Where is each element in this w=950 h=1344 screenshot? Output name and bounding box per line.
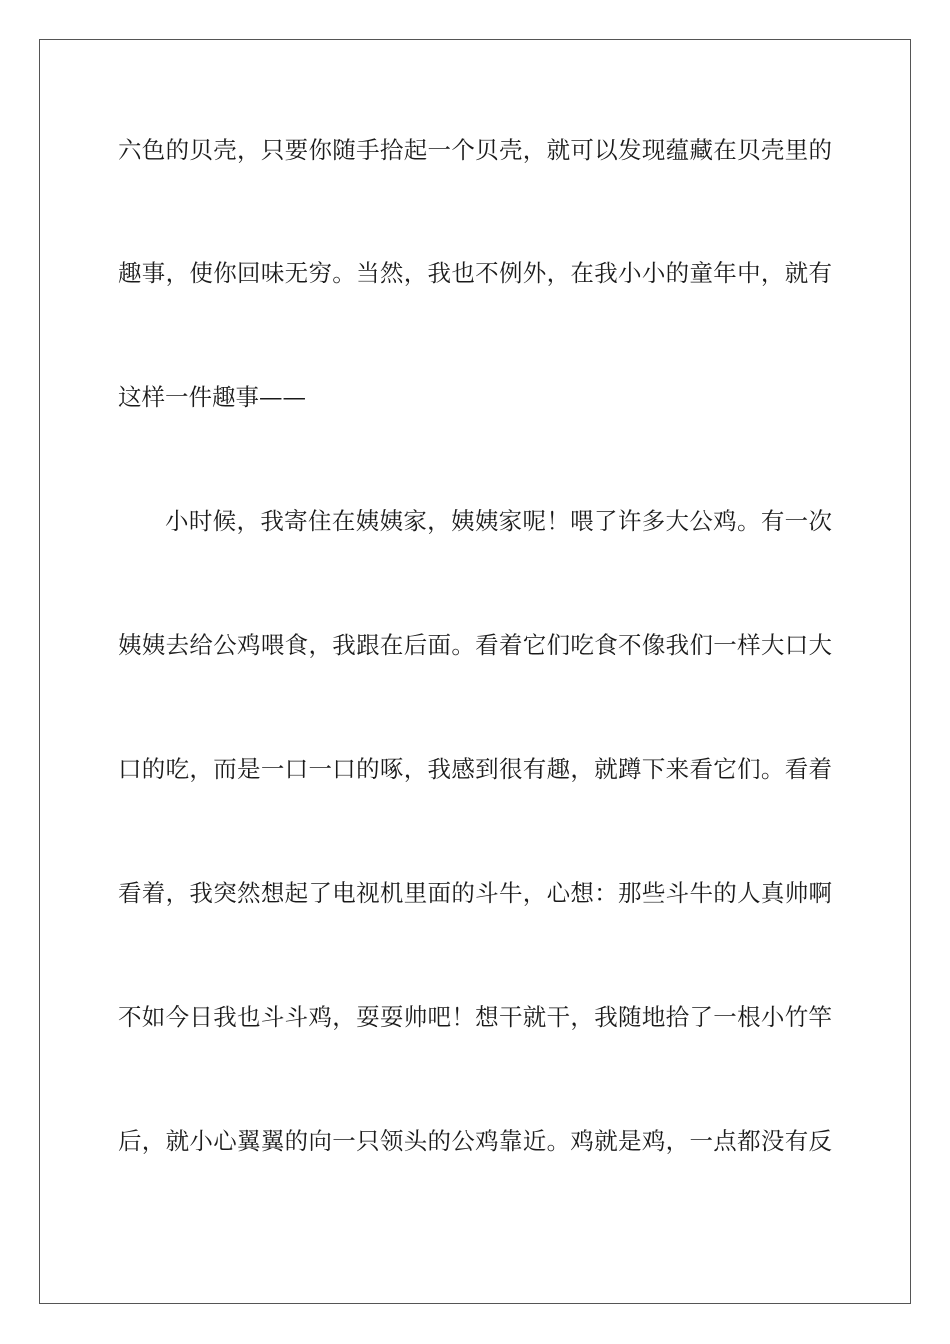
text-line: 六色的贝壳，只要你随手拾起一个贝壳，就可以发现蕴藏在贝壳里的 (118, 136, 832, 164)
text-line: 口的吃，而是一口一口的啄，我感到很有趣，就蹲下来看它们。看着 (118, 755, 832, 783)
text-line: 姨姨去给公鸡喂食，我跟在后面。看着它们吃食不像我们一样大口大 (118, 631, 832, 659)
text-line: 不如今日我也斗斗鸡，耍耍帅吧！想干就干，我随地拾了一根小竹竿 (118, 1003, 832, 1031)
text-line: 后，就小心翼翼的向一只领头的公鸡靠近。鸡就是鸡，一点都没有反 (118, 1127, 832, 1155)
text-line: 小时候，我寄住在姨姨家，姨姨家呢！喂了许多大公鸡。有一次 (165, 507, 832, 535)
text-line: 趣事，使你回味无穷。当然，我也不例外，在我小小的童年中，就有 (118, 259, 832, 287)
text-line: 看着，我突然想起了电视机里面的斗牛，心想：那些斗牛的人真帅啊 (118, 879, 832, 907)
page-border (39, 39, 911, 1304)
text-line: 这样一件趣事—— (118, 383, 306, 411)
